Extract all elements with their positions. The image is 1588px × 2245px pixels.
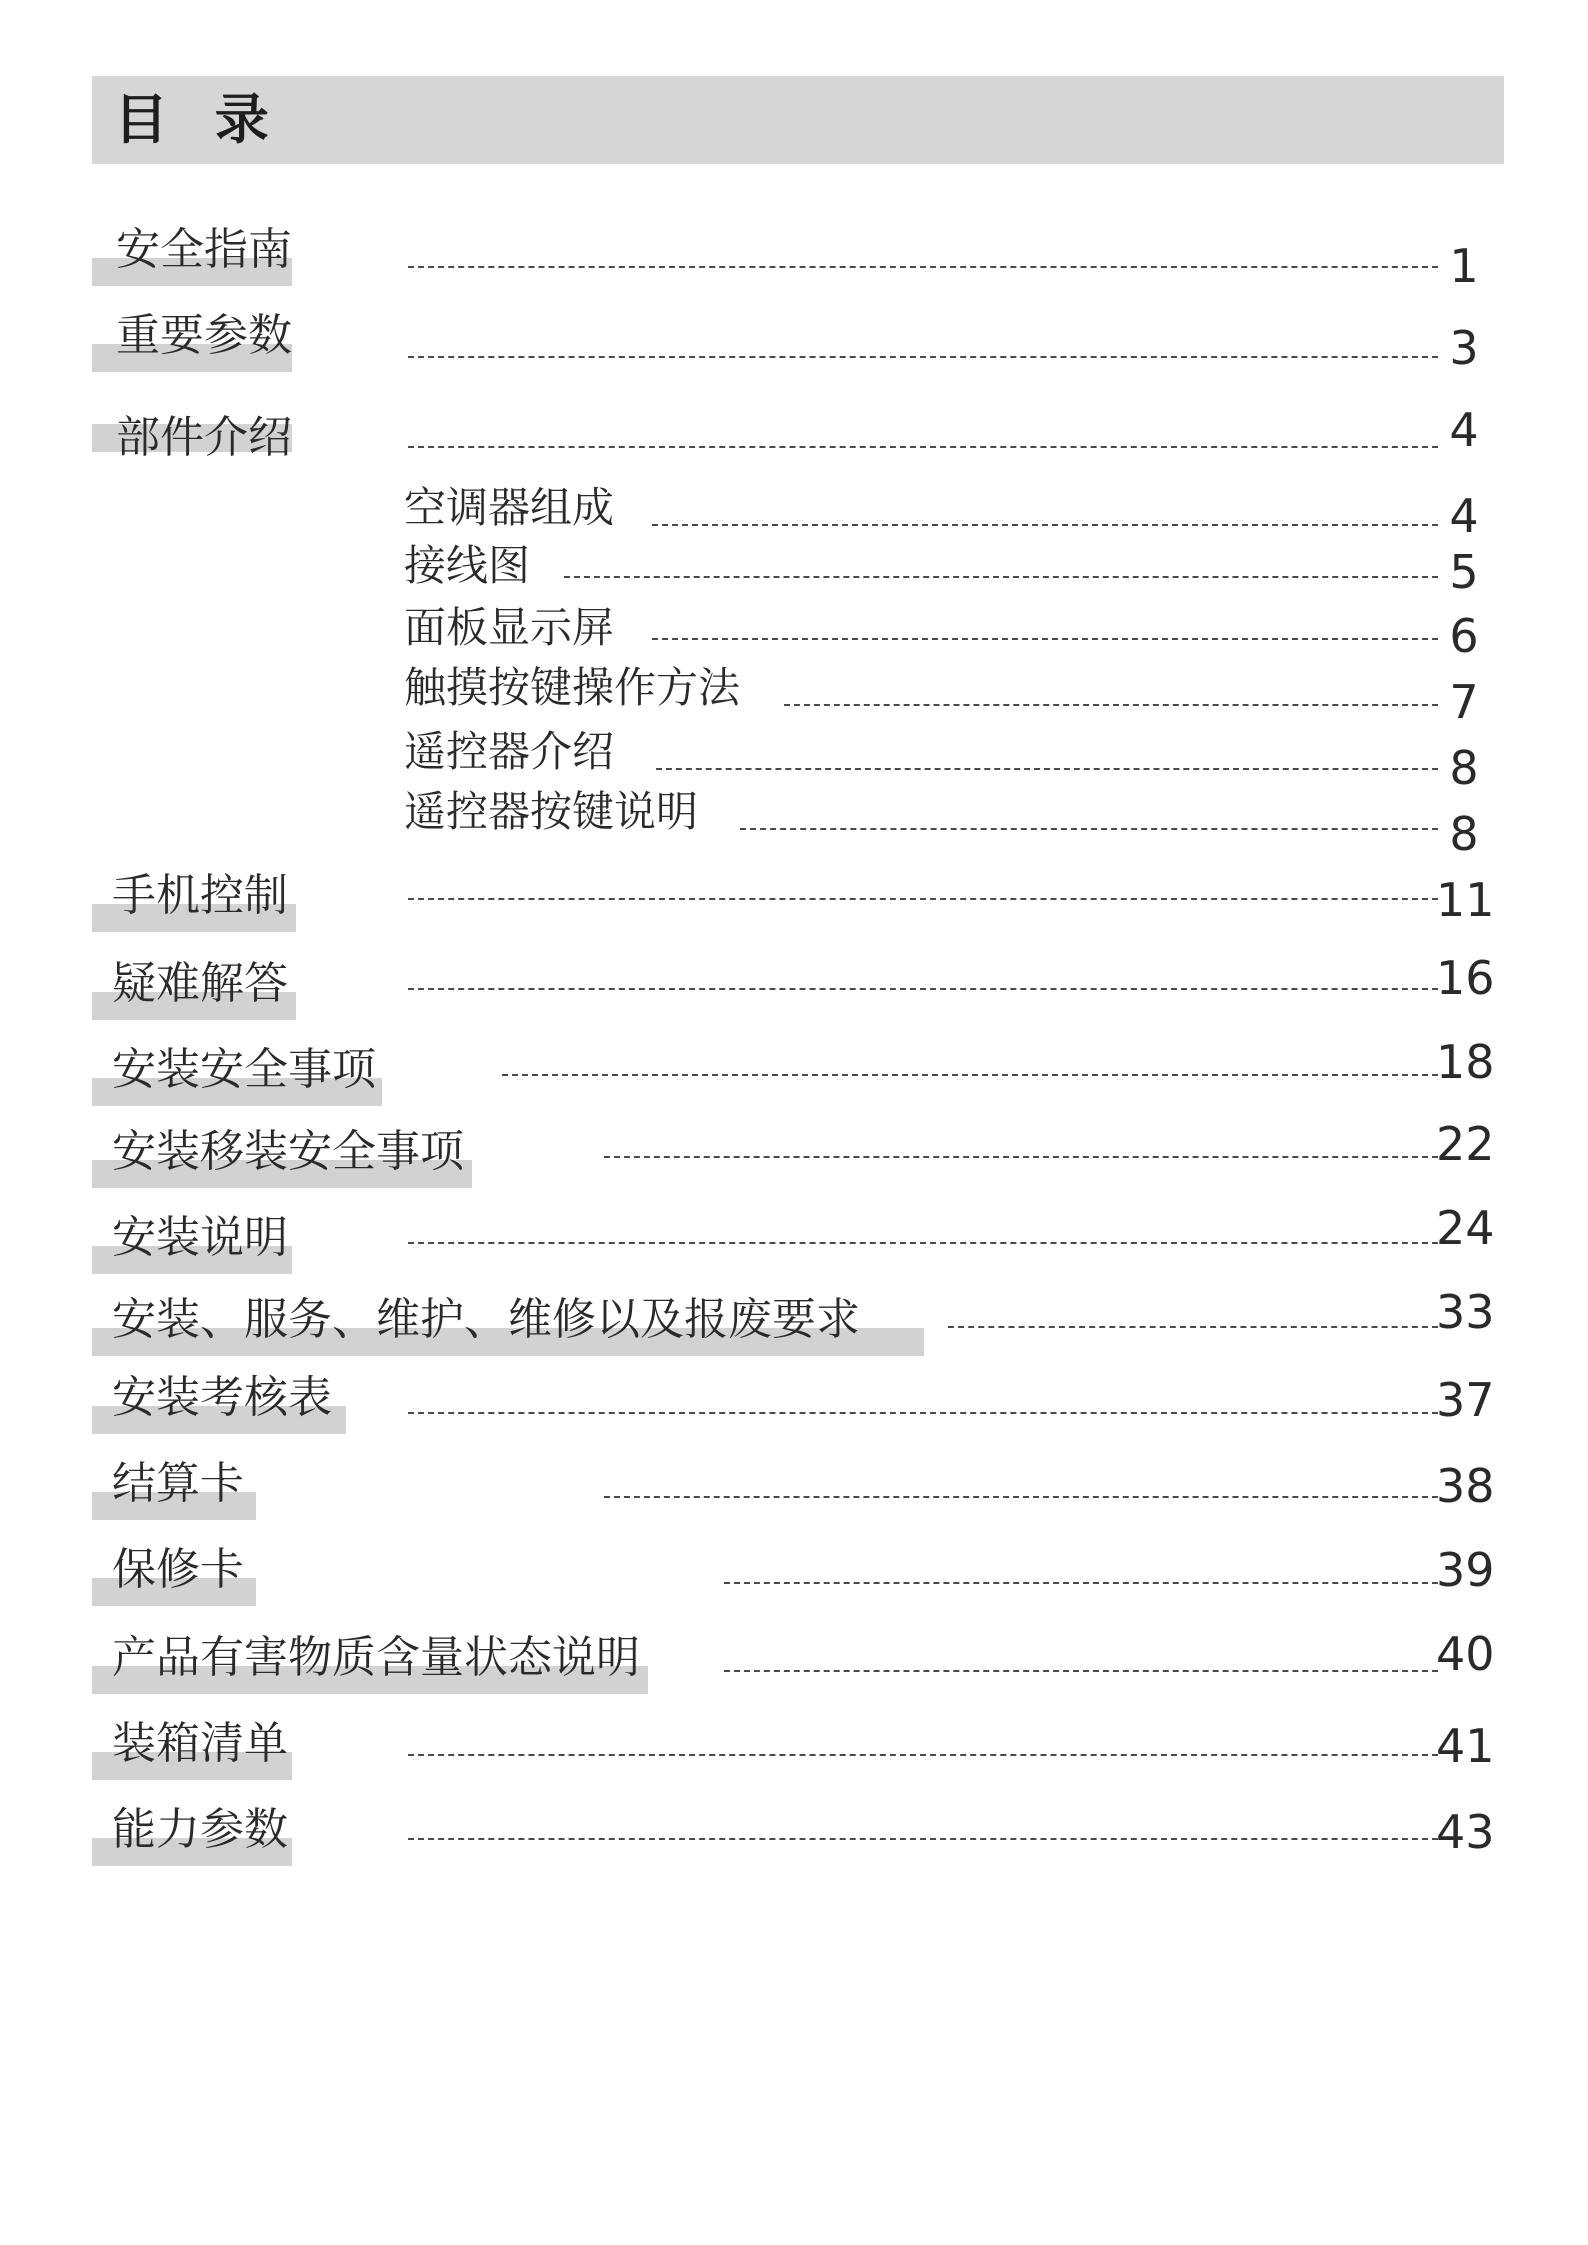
toc-page-number: 40: [1436, 1627, 1495, 1681]
dot-leader: [656, 768, 1438, 770]
toc-page-number: 8: [1449, 741, 1479, 795]
toc-label: 安装说明: [112, 1212, 288, 1263]
dot-leader: [948, 1326, 1438, 1328]
toc-label: 安装、服务、维护、维修以及报废要求: [112, 1294, 860, 1345]
toc-label: 安全指南: [116, 224, 292, 275]
toc-page-number: 38: [1436, 1459, 1495, 1513]
dot-leader: [564, 576, 1438, 578]
toc-label: 手机控制: [112, 870, 288, 921]
dot-leader: [502, 1074, 1438, 1076]
toc-entry-hazardous-substances[interactable]: [0, 1627, 1588, 1700]
toc-label: 保修卡: [112, 1544, 244, 1595]
dot-leader: [408, 446, 1438, 448]
dot-leader: [408, 1242, 1438, 1244]
toc-page-number: 4: [1449, 403, 1479, 457]
dot-leader: [604, 1496, 1438, 1498]
toc-entry-safety[interactable]: [0, 222, 1588, 292]
toc-page-number: 39: [1436, 1543, 1495, 1597]
dot-leader: [408, 356, 1438, 358]
dot-leader: [784, 704, 1438, 706]
toc-label: 重要参数: [116, 310, 292, 361]
toc-label: 能力参数: [112, 1804, 288, 1855]
toc-label: 部件介绍: [116, 412, 292, 463]
toc-entry-troubleshooting[interactable]: [0, 951, 1588, 1026]
toc-label: 遥控器按键说明: [404, 787, 699, 836]
toc-page-number: 24: [1436, 1201, 1495, 1255]
toc-entry-capacity-parameters[interactable]: [0, 1802, 1588, 1872]
toc-label: 安装移装安全事项: [112, 1126, 464, 1177]
dot-leader: [408, 1754, 1438, 1756]
toc-page-number: 4: [1449, 489, 1479, 543]
toc-label: 空调器组成: [404, 483, 615, 532]
toc-label: 面板显示屏: [404, 603, 615, 652]
toc-entry-install-assessment[interactable]: [0, 1370, 1588, 1440]
toc-entry-packing-list[interactable]: [0, 1716, 1588, 1786]
dot-leader: [724, 1582, 1438, 1584]
toc-entry-relocation-safety[interactable]: [0, 1117, 1588, 1194]
toc-page-number: 3: [1449, 321, 1479, 375]
toc-label: 触摸按键操作方法: [404, 663, 741, 712]
toc-page-number: 11: [1436, 873, 1495, 927]
dot-leader: [740, 828, 1438, 830]
toc-page-number: 6: [1449, 609, 1479, 663]
toc-page-number: 7: [1449, 675, 1479, 729]
toc-entry-parameters[interactable]: [0, 308, 1588, 378]
toc-entry-phone-control[interactable]: [0, 868, 1588, 938]
toc-page-number: 1: [1449, 239, 1479, 293]
toc-entry-install-safety[interactable]: [0, 1035, 1588, 1112]
toc-page-number: 8: [1449, 807, 1479, 861]
toc-subentry-touch-keys[interactable]: [0, 660, 1588, 730]
dot-leader: [724, 1670, 1438, 1672]
toc-subentry-wiring[interactable]: [0, 538, 1588, 608]
toc-label: 产品有害物质含量状态说明: [112, 1632, 640, 1683]
toc-entry-install-guide[interactable]: [0, 1201, 1588, 1280]
dot-leader: [408, 898, 1438, 900]
toc-entry-service-requirements[interactable]: [0, 1285, 1588, 1362]
toc-label: 结算卡: [112, 1458, 244, 1509]
dot-leader: [408, 1412, 1438, 1414]
dot-leader: [408, 988, 1438, 990]
dot-leader: [408, 1838, 1438, 1840]
toc-page-number: 33: [1436, 1285, 1495, 1339]
toc-label: 安装安全事项: [112, 1044, 376, 1095]
toc-label: 接线图: [404, 541, 531, 590]
toc-page-number: 41: [1436, 1719, 1495, 1773]
dot-leader: [652, 638, 1438, 640]
toc-label: 装箱清单: [112, 1718, 288, 1769]
toc-page-number: 43: [1436, 1805, 1495, 1859]
toc-label: 疑难解答: [112, 958, 288, 1009]
toc-subentry-remote-keys[interactable]: [0, 784, 1588, 861]
toc-entry-settlement-card[interactable]: [0, 1456, 1588, 1526]
header-bar: [92, 76, 1504, 164]
toc-entry-components[interactable]: [0, 403, 1588, 480]
toc-entry-warranty-card[interactable]: [0, 1542, 1588, 1612]
toc-page-number: 5: [1449, 545, 1479, 599]
dot-leader: [604, 1156, 1438, 1158]
toc-page-number: 37: [1436, 1373, 1495, 1427]
page-title: 目 录: [114, 88, 283, 151]
dot-leader: [652, 524, 1438, 526]
toc-page-number: 22: [1436, 1117, 1495, 1171]
dot-leader: [408, 266, 1438, 268]
toc-label: 遥控器介绍: [404, 727, 615, 776]
toc-page-number: 16: [1436, 951, 1495, 1005]
toc-label: 安装考核表: [112, 1372, 332, 1423]
toc-page-number: 18: [1436, 1035, 1495, 1089]
